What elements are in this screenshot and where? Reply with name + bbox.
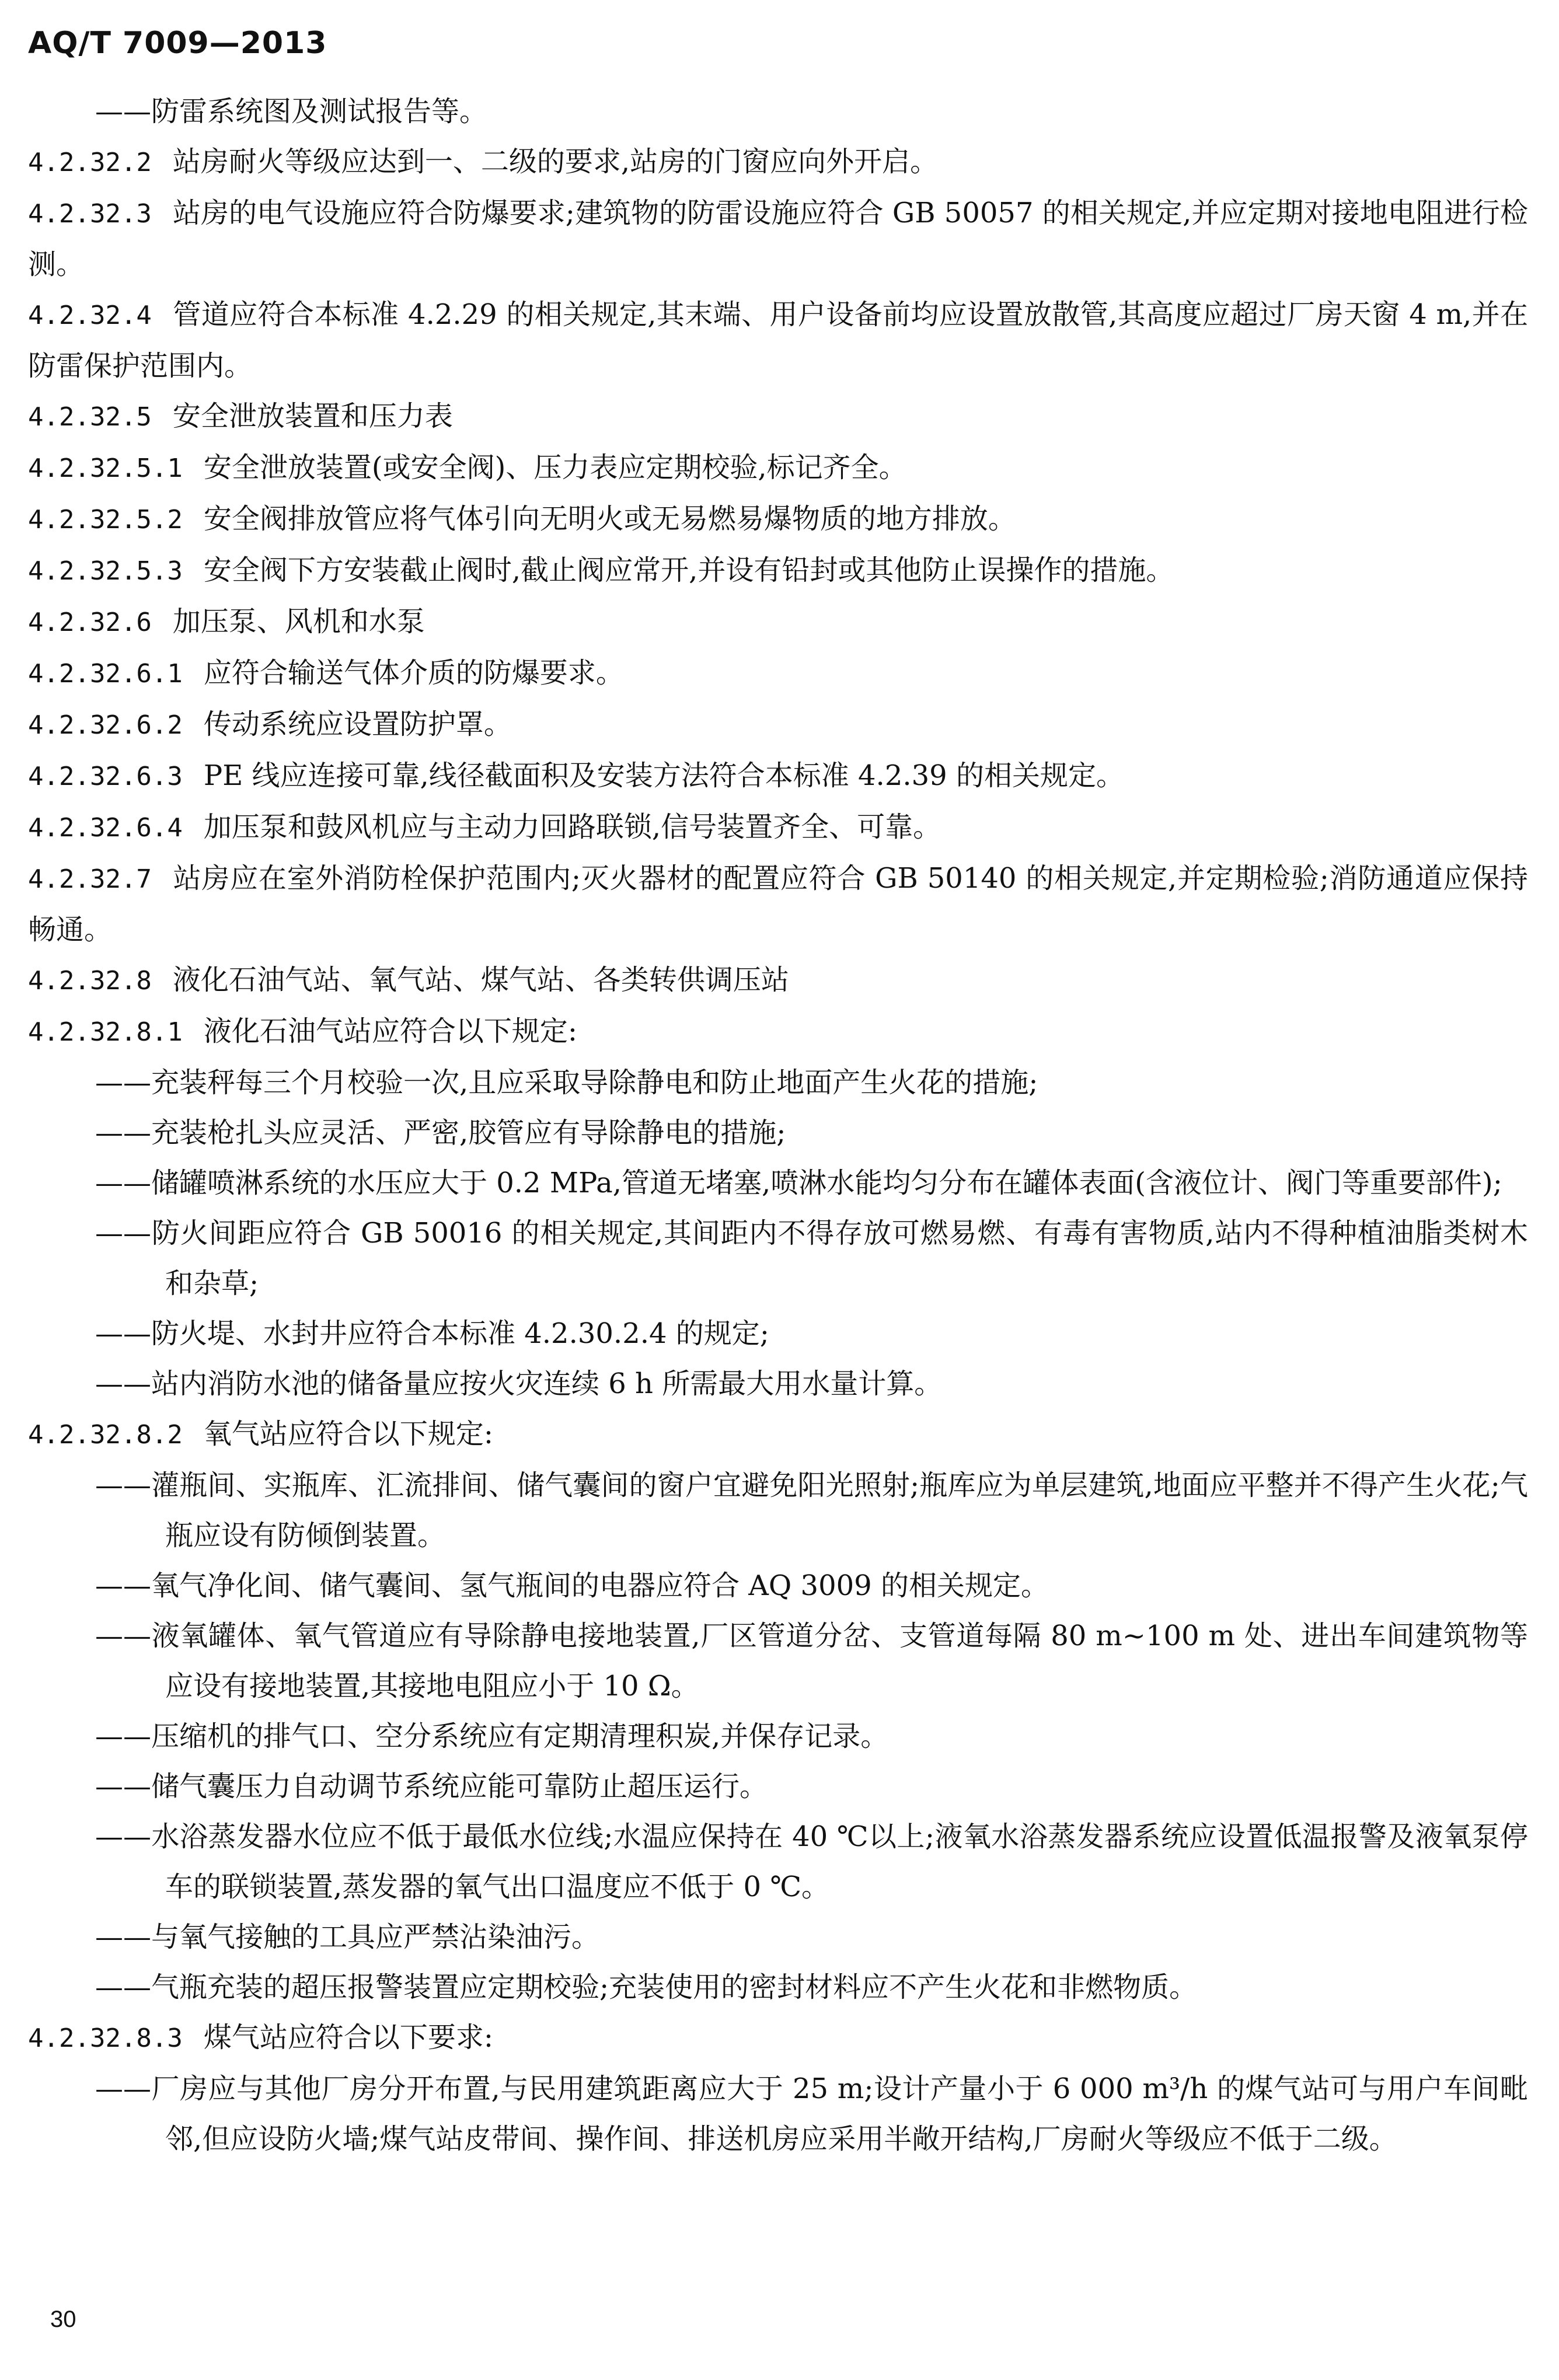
clause: 4.2.32.2 站房耐火等级应达到一、二级的要求,站房的门窗应向外开启。 xyxy=(28,145,939,178)
list-item: ——氧气净化间、储气囊间、氢气瓶间的电器应符合 AQ 3009 的相关规定。 xyxy=(95,1569,1049,1602)
clause-number: 4.2.32.8.1 xyxy=(28,1017,183,1047)
clause: 4.2.32.6.3 PE 线应连接可靠,线径截面积及安装方法符合本标准 4.2.39 的相关规定。 xyxy=(28,759,1124,792)
clause-number: 4.2.32.2 xyxy=(28,148,152,177)
clause-number: 4.2.32.3 xyxy=(28,199,152,229)
clause: 4.2.32.8 液化石油气站、氧气站、煤气站、各类转供调压站 xyxy=(28,964,789,996)
clause: 4.2.32.8.3 煤气站应符合以下要求: xyxy=(28,2021,494,2054)
clause: 4.2.32.8.2 氧气站应符合以下规定: xyxy=(28,1418,494,1450)
list-item: ——水浴蒸发器水位应不低于最低水位线;水温应保持在 40 ℃以上;液氧水浴蒸发器系统应设置低温报警及液氧泵停车的联锁装置,蒸发器的氧气出口温度应不低于 0 ℃。 xyxy=(95,1820,1528,1903)
clause: 4.2.32.6.4 加压泵和鼓风机应与主动力回路联锁,信号装置齐全、可靠。 xyxy=(28,811,941,843)
list-item: ——与氧气接触的工具应严禁沾染油污。 xyxy=(95,1921,600,1953)
clause: 4.2.32.5 安全泄放装置和压力表 xyxy=(28,400,453,432)
list-item: ——压缩机的排气口、空分系统应有定期清理积炭,并保存记录。 xyxy=(95,1720,889,1753)
clause: 4.2.32.6.1 应符合输送气体介质的防爆要求。 xyxy=(28,657,624,689)
clause-number: 4.2.32.5 xyxy=(28,402,152,432)
list-item: ——防火间距应符合 GB 50016 的相关规定,其间距内不得存放可燃易燃、有毒有害物质,站内不得种植油脂类树木和杂草; xyxy=(95,1217,1528,1300)
list-item: ——防火堤、水封井应符合本标准 4.2.30.2.4 的规定; xyxy=(95,1317,769,1350)
clause-number: 4.2.32.6.2 xyxy=(28,710,183,740)
clause: 4.2.32.5.2 安全阀排放管应将气体引向无明火或无易燃易爆物质的地方排放。 xyxy=(28,502,1016,535)
list-item: ——站内消防水池的储备量应按火灾连续 6 h 所需最大用水量计算。 xyxy=(95,1367,943,1400)
clause: 4.2.32.6 加压泵、风机和水泵 xyxy=(28,605,425,638)
clause-number: 4.2.32.5.2 xyxy=(28,505,183,535)
list-item: ——气瓶充装的超压报警装置应定期校验;充装使用的密封材料应不产生火花和非燃物质。 xyxy=(95,1971,1198,2004)
clause-number: 4.2.32.8 xyxy=(28,966,152,996)
clause: 4.2.32.8.1 液化石油气站应符合以下规定: xyxy=(28,1015,578,1048)
clause-number: 4.2.32.5.3 xyxy=(28,556,183,586)
list-item: ——厂房应与其他厂房分开布置,与民用建筑距离应大于 25 m;设计产量小于 6 000 m³/h 的煤气站可与用户车间毗邻,但应设防火墙;煤气站皮带间、操作间、排送机房应采用半敞开结构,厂房耐火等级应不低于二级。 xyxy=(95,2072,1528,2155)
clause-number: 4.2.32.6.1 xyxy=(28,659,183,689)
page-number: 30 xyxy=(50,2306,76,2332)
list-item: ——储气囊压力自动调节系统应能可靠防止超压运行。 xyxy=(95,1770,768,1803)
list-item: ——充装秤每三个月校验一次,且应采取导除静电和防止地面产生火花的措施; xyxy=(95,1066,1038,1099)
clause-number: 4.2.32.6.4 xyxy=(28,813,183,843)
clause: 4.2.32.6.2 传动系统应设置防护罩。 xyxy=(28,708,512,741)
list-item: ——储罐喷淋系统的水压应大于 0.2 MPa,管道无堵塞,喷淋水能均匀分布在罐体表面(含液位计、阀门等重要部件); xyxy=(95,1167,1502,1199)
list-item: ——充装枪扎头应灵活、严密,胶管应有导除静电的措施; xyxy=(95,1116,786,1149)
clause: 4.2.32.3 站房的电气设施应符合防爆要求;建筑物的防雷设施应符合 GB 50057 的相关规定,并应定期对接地电阻进行检测。 xyxy=(28,197,1528,281)
document-body xyxy=(28,86,1528,2164)
clause-number: 4.2.32.7 xyxy=(28,864,152,894)
clause-number: 4.2.32.4 xyxy=(28,301,152,330)
clause-number: 4.2.32.8.2 xyxy=(28,1420,183,1450)
clause: 4.2.32.4 管道应符合本标准 4.2.29 的相关规定,其末端、用户设备前均应设置放散管,其高度应超过厂房天窗 4 m,并在防雷保护范围内。 xyxy=(28,298,1528,382)
clause-number: 4.2.32.6.3 xyxy=(28,762,183,791)
clause: 4.2.32.5.1 安全泄放装置(或安全阀)、压力表应定期校验,标记齐全。 xyxy=(28,451,907,484)
clause: 4.2.32.7 站房应在室外消防栓保护范围内;灭火器材的配置应符合 GB 50140 的相关规定,并定期检验;消防通道应保持畅通。 xyxy=(28,862,1528,946)
list-item: ——灌瓶间、实瓶库、汇流排间、储气囊间的窗户宜避免阳光照射;瓶库应为单层建筑,地面应平整并不得产生火花;气瓶应设有防倾倒装置。 xyxy=(95,1469,1528,1552)
clause-number: 4.2.32.8.3 xyxy=(28,2023,183,2053)
standard-code-header: AQ/T 7009—2013 xyxy=(28,26,327,61)
clause: 4.2.32.5.3 安全阀下方安装截止阀时,截止阀应常开,并设有铅封或其他防止误操作的措施。 xyxy=(28,554,1174,587)
list-item: ——防雷系统图及测试报告等。 xyxy=(95,95,488,128)
clause-number: 4.2.32.5.1 xyxy=(28,453,183,483)
clause-number: 4.2.32.6 xyxy=(28,608,152,637)
list-item: ——液氧罐体、氧气管道应有导除静电接地装置,厂区管道分岔、支管道每隔 80 m~100 m 处、进出车间建筑物等应设有接地装置,其接地电阻应小于 10 Ω。 xyxy=(95,1620,1528,1702)
